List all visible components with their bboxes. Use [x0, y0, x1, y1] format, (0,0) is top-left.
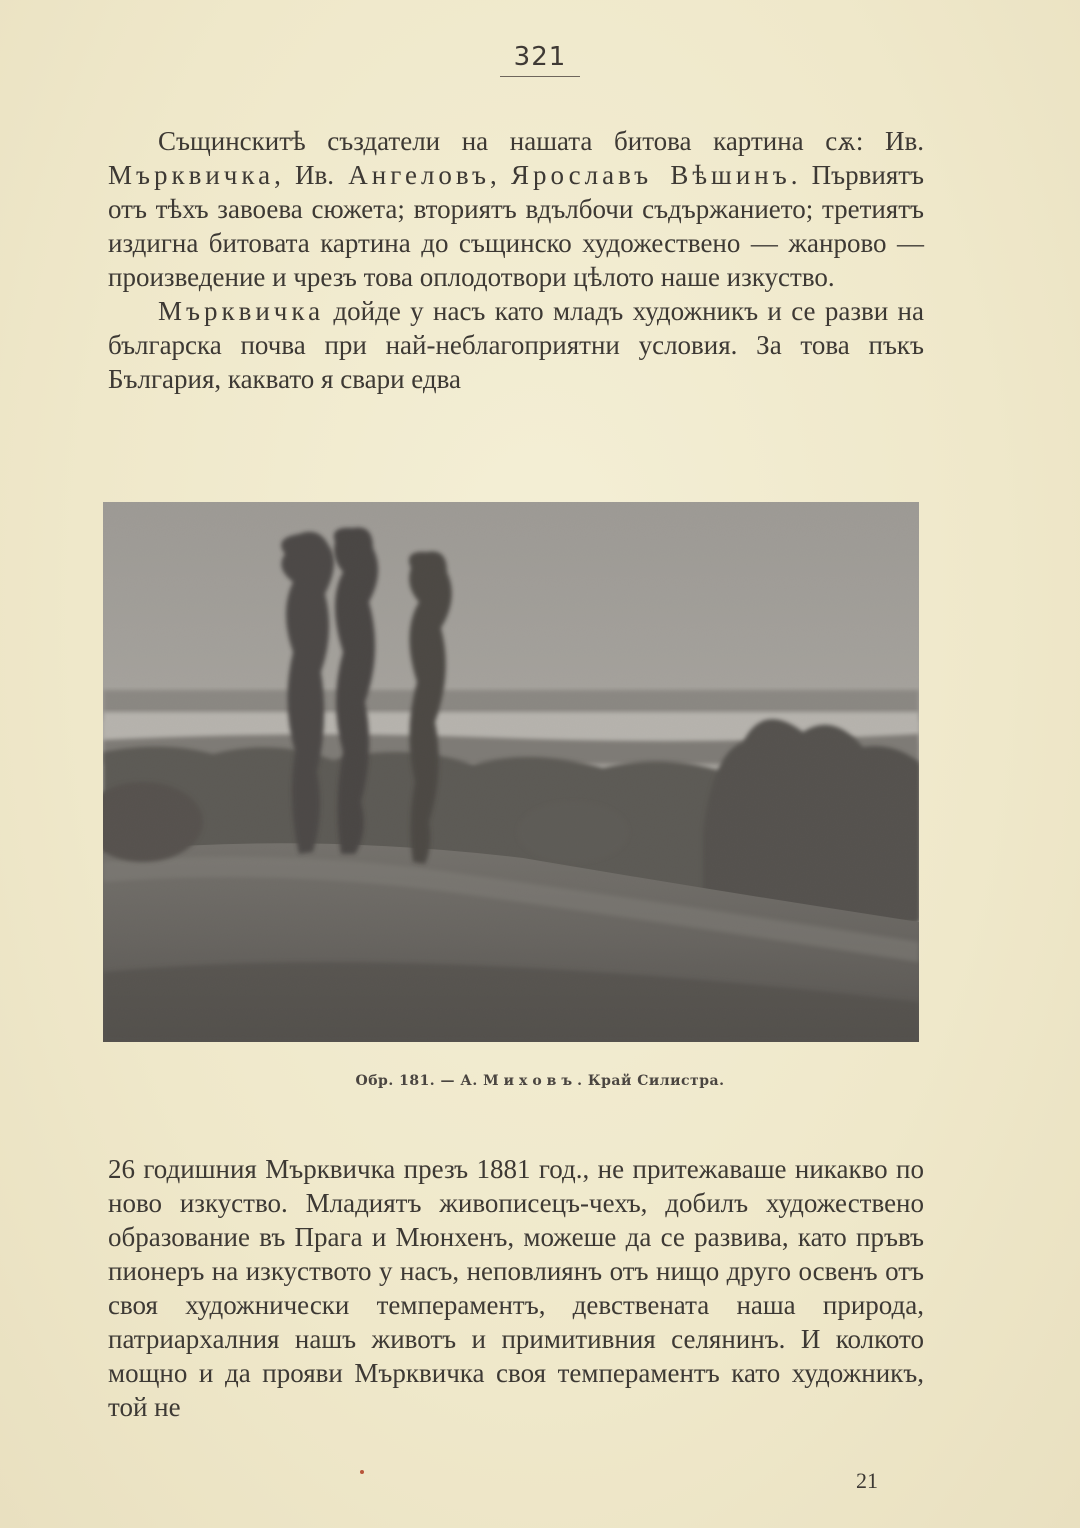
page-number-top — [0, 42, 1080, 77]
page-number-top-text: 321 — [500, 42, 581, 77]
caption-suffix: . Край Силистра. — [577, 1073, 725, 1089]
text-run: дойде у насъ като младъ художникъ и се разви на българска почва при най-неблагоприятни условия. За това пъкъ България, каквато я свари едва — [108, 296, 924, 394]
text-run: , Ив. — [274, 160, 349, 190]
text-block-bottom — [108, 1152, 924, 1424]
paragraph-1 — [108, 124, 924, 294]
spaced-name: Ангеловъ — [348, 160, 490, 190]
text-run: . Първиятъ отъ тѣхъ завоева сюжета; вториятъ вдълбочи съдържанието; третиятъ издигна битовата картина до същинско художествено — жанрово — произведение и чрезъ това оплодотвори цѣлото наше изкуство. — [108, 160, 925, 292]
page-number-bottom: 21 — [856, 1468, 878, 1493]
text-block-top — [108, 124, 924, 396]
figure-caption — [0, 1073, 1080, 1089]
text-run: Същинскитѣ създатели на нашата битова картина сѫ: Ив. — [158, 126, 924, 156]
spaced-name: Мърквичка — [158, 296, 325, 326]
landscape-illustration — [103, 502, 919, 1042]
spaced-name: Ярославъ Вѣшинъ — [510, 160, 791, 190]
spaced-name: Мърквичка — [108, 160, 275, 190]
text-run: , — [489, 160, 511, 190]
paragraph-3: 26 годишния Мърквичка презъ 1881 год., не притежаваше никакво по ново изкуство. Младиятъ живописецъ-чехъ, добилъ художествено образование въ Прага и Мюнхенъ, можеше да се развива, като пръвъ пионеръ на изкуството у насъ, неповлиянъ отъ нищо друго освенъ отъ своя художнически темпераментъ, девствената наша природа, патриархалния нашъ животъ и примитивния селянинъ. И колкото мощно и да прояви Мърквичка своя темпераментъ като художникъ, той не — [108, 1154, 924, 1422]
caption-prefix: Обр. 181. — А. — [355, 1073, 484, 1089]
paragraph-2 — [108, 294, 924, 396]
figure-landscape-photo — [103, 502, 919, 1042]
ink-speck — [360, 1470, 364, 1474]
caption-author: Миховъ — [483, 1073, 578, 1089]
